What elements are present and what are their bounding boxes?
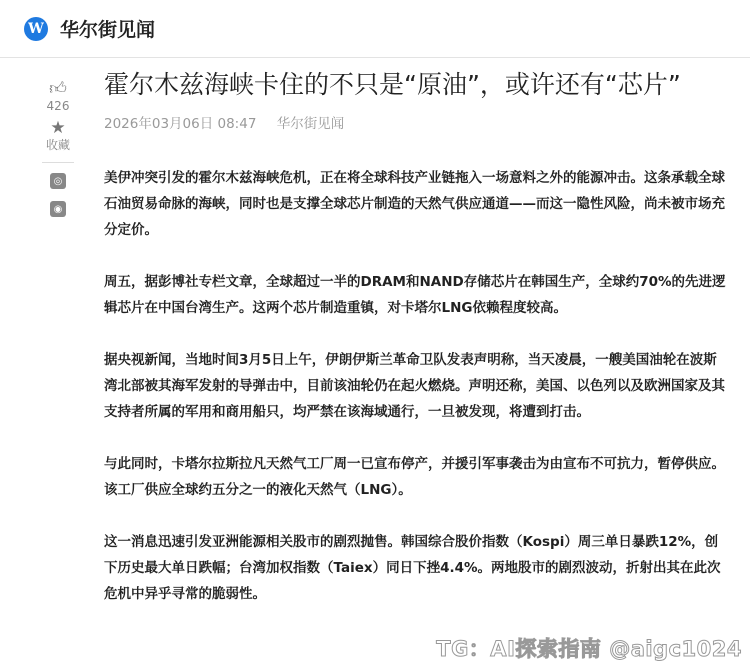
article bbox=[104, 66, 726, 633]
thumbs-up-icon[interactable]: 👍︎ bbox=[49, 79, 67, 99]
site-logo[interactable]: W bbox=[24, 17, 48, 41]
wechat-icon[interactable]: ◎ bbox=[50, 173, 66, 189]
paragraph: 这一消息迅速引发亚洲能源相关股市的剧烈抛售。韩国综合股价指数（Kospi）周三单日暴跌12%，创下历史最大单日跌幅；台湾加权指数（Taiex）同日下挫4.4%。两地股市的剧烈波动，折射出其在此次危机中异乎寻常的脆弱性。 bbox=[104, 534, 721, 602]
article-source[interactable]: 华尔街见闻 bbox=[276, 116, 345, 132]
like-count: 426 bbox=[46, 99, 70, 113]
paragraph: 与此同时，卡塔尔拉斯拉凡天然气工厂周一已宣布停产，并援引军事袭击为由宣布不可抗力，暂停供应。该工厂供应全球约五分之一的液化天然气（LNG）。 bbox=[104, 456, 725, 498]
favorite-label[interactable]: 收藏 bbox=[45, 138, 70, 152]
article-body bbox=[104, 165, 726, 607]
weibo-icon[interactable]: ◉ bbox=[50, 201, 66, 217]
site-brand[interactable]: 华尔街见闻 bbox=[60, 19, 156, 41]
paragraph: 美伊冲突引发的霍尔木兹海峡危机，正在将全球科技产业链拖入一场意料之外的能源冲击。这条承载全球石油贸易命脉的海峡，同时也是支撑全球芯片制造的天然气供应通道——而这一隐性风险，尚未被市场充分定价。 bbox=[104, 170, 725, 238]
article-meta bbox=[104, 112, 726, 132]
paragraph: 据央视新闻，当地时间3月5日上午，伊朗伊斯兰革命卫队发表声明称，当天凌晨，一艘美国油轮在波斯湾北部被其海军发射的导弹击中，目前该油轮仍在起火燃烧。声明还称，美国、以色列以及欧洲国家及其支持者所属的军用和商用船只，均严禁在该海域通行，一旦被发现，将遭到打击。 bbox=[104, 352, 725, 420]
article-date: 2026年03月06日 08:47 bbox=[104, 116, 257, 132]
watermark: TG：AI探索指南 @aigc1024 bbox=[436, 637, 742, 661]
site-header bbox=[0, 0, 750, 58]
article-title: 霍尔木兹海峡卡住的不只是“原油”，或许还有“芯片” bbox=[104, 70, 681, 99]
star-icon[interactable]: ★ bbox=[50, 118, 66, 138]
paragraph: 周五，据彭博社专栏文章，全球超过一半的DRAM和NAND存储芯片在韩国生产，全球约70%的先进逻辑芯片在中国台湾生产。这两个芯片制造重镇，对卡塔尔LNG依赖程度较高。 bbox=[104, 274, 726, 316]
article-action-sidebar bbox=[38, 80, 78, 229]
sidebar-divider bbox=[42, 162, 74, 163]
